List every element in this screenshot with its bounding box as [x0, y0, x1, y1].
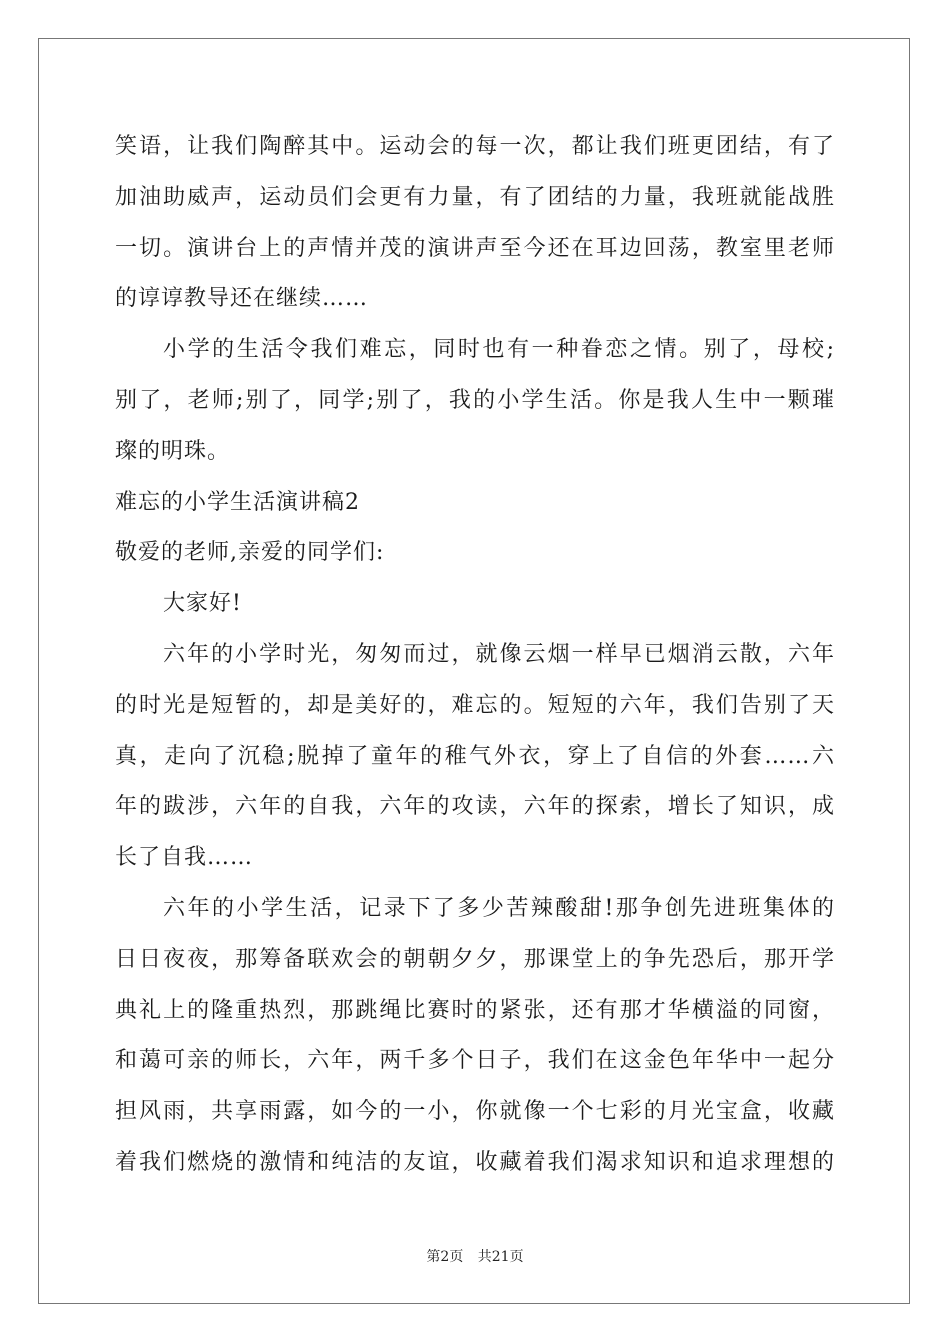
text-line: 和蔼可亲的师长，六年，两千多个日子，我们在这金色年华中一起分	[115, 1048, 835, 1074]
document-body	[115, 122, 835, 1189]
page-number: 第2页 共21页	[426, 1249, 524, 1265]
text-line: 真，走向了沉稳;脱掉了童年的稚气外衣，穿上了自信的外套……六	[115, 743, 835, 769]
text-line: 六年的小学生活，记录下了多少苦辣酸甜!那争创先进班集体的	[163, 895, 835, 921]
text-line: 典礼上的隆重热烈，那跳绳比赛时的紧张，还有那才华横溢的同窗，	[115, 997, 835, 1023]
text-line: 年的跋涉，六年的自我，六年的攻读，六年的探索，增长了知识，成	[115, 794, 835, 820]
text-line: 别了，老师;别了，同学;别了，我的小学生活。你是我人生中一颗璀	[115, 387, 835, 413]
text-line: 璨的明珠。	[115, 438, 231, 464]
text-line: 日日夜夜，那筹备联欢会的朝朝夕夕，那课堂上的争先恐后，那开学	[115, 946, 835, 972]
text-line: 的时光是短暂的，却是美好的，难忘的。短短的六年，我们告别了天	[115, 692, 835, 718]
greeting: 大家好!	[163, 591, 242, 617]
section-heading: 难忘的小学生活演讲稿2	[115, 489, 360, 515]
text-line: 六年的小学时光，匆匆而过，就像云烟一样早已烟消云散，六年	[163, 641, 835, 667]
text-line: 长了自我……	[115, 845, 254, 871]
text-line: 担风雨，共享雨露，如今的一小，你就像一个七彩的月光宝盒，收藏	[115, 1099, 835, 1125]
salutation: 敬爱的老师,亲爱的同学们:	[115, 540, 385, 566]
text-line: 着我们燃烧的激情和纯洁的友谊，收藏着我们渴求知识和追求理想的	[115, 1149, 835, 1175]
text-line: 一切。演讲台上的声情并茂的演讲声至今还在耳边回荡，教室里老师	[115, 235, 835, 261]
text-line: 加油助威声，运动员们会更有力量，有了团结的力量，我班就能战胜	[115, 184, 835, 210]
text-line: 的谆谆教导还在继续……	[115, 286, 369, 312]
text-line: 小学的生活令我们难忘，同时也有一种眷恋之情。别了，母校;	[163, 337, 835, 363]
text-line: 笑语，让我们陶醉其中。运动会的每一次，都让我们班更团结，有了	[115, 134, 835, 159]
